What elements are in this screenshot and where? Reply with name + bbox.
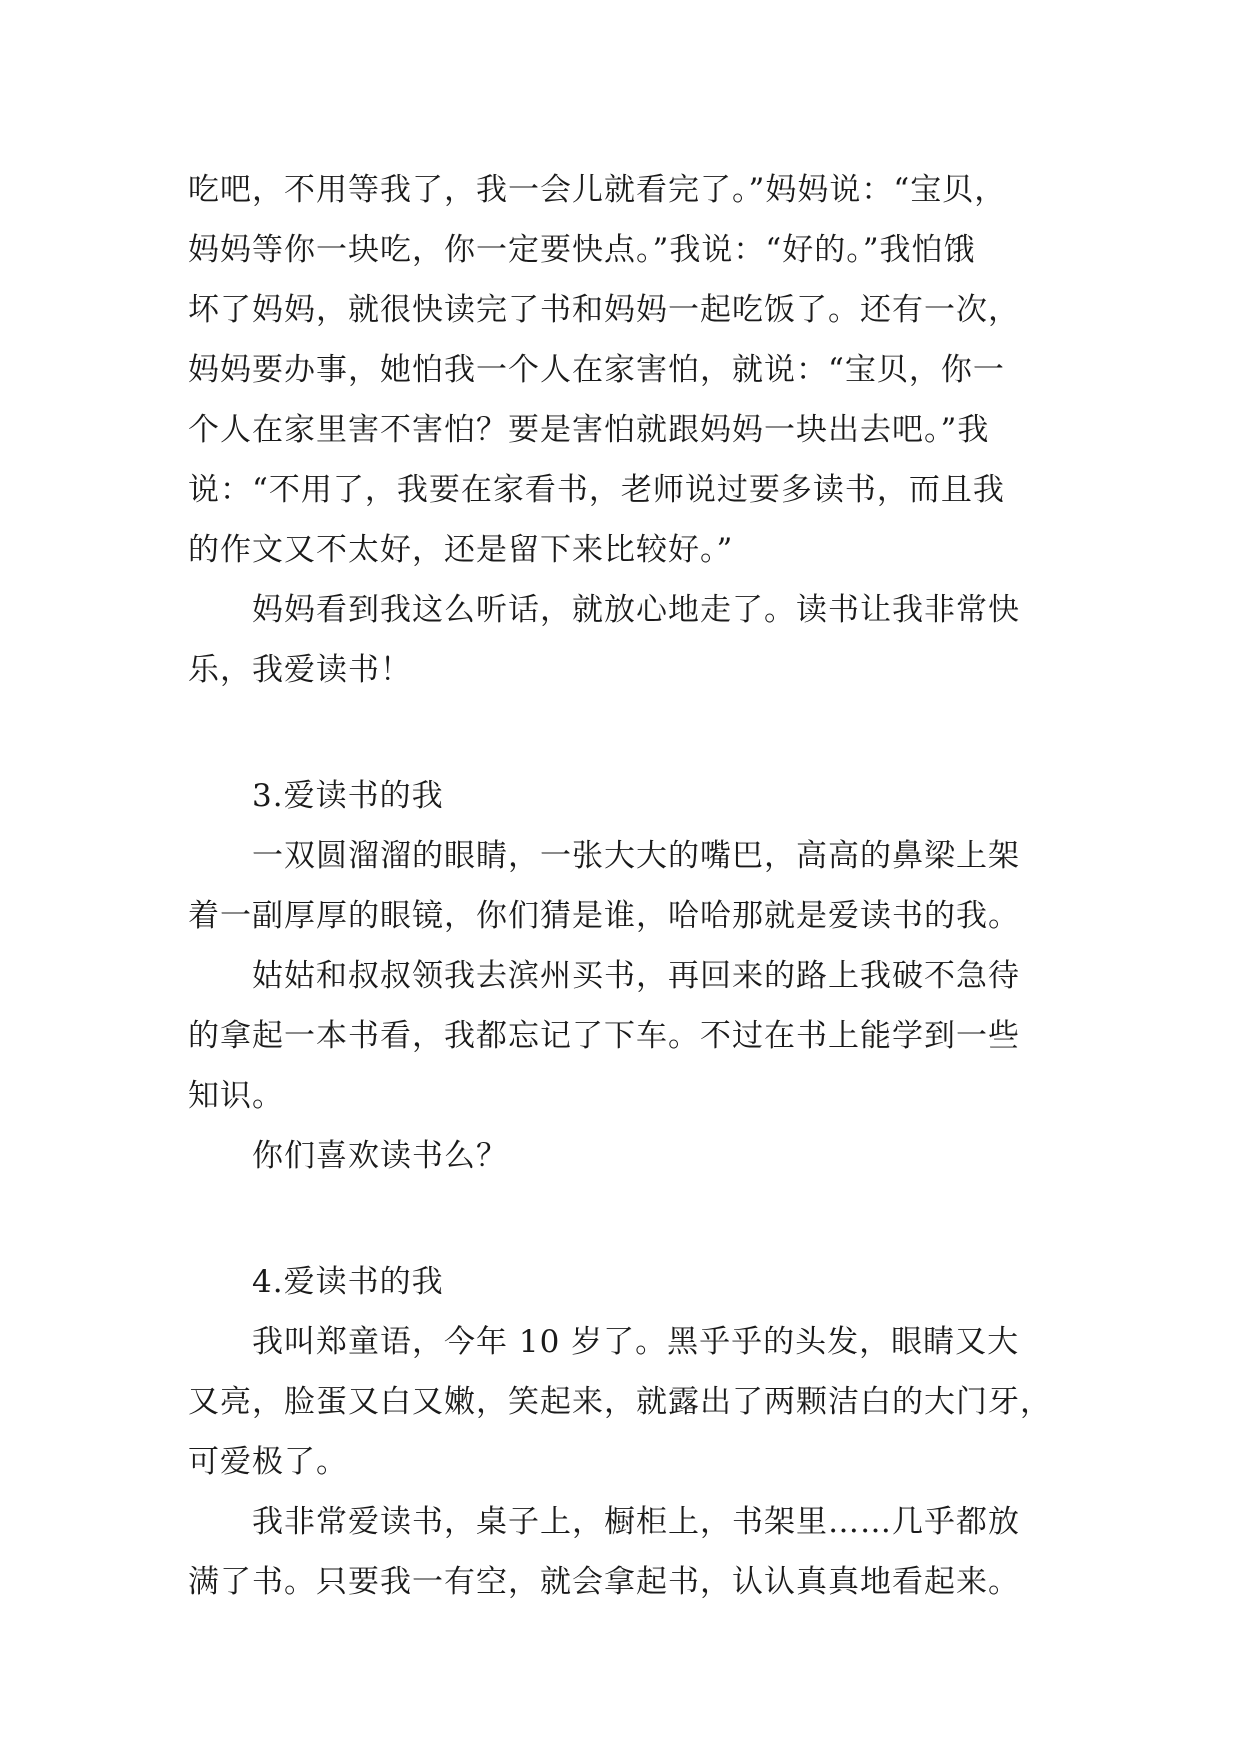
text-line: 一双圆溜溜的眼睛，一张大大的嘴巴，高高的鼻梁上架 [252, 838, 1020, 874]
text-line: 吃吧，不用等我了，我一会儿就看完了。”妈妈说：“宝贝， [188, 172, 1007, 208]
text-line: 妈妈要办事，她怕我一个人在家害怕，就说：“宝贝，你一 [188, 352, 1005, 388]
section-spacer [188, 1186, 1068, 1252]
text-line: 你们喜欢读书么？ [252, 1138, 508, 1174]
paragraph-continued [188, 160, 1068, 580]
paragraph [188, 580, 1068, 700]
section-title: 3.爱读书的我 [252, 778, 444, 814]
text-line: 坏了妈妈，就很快读完了书和妈妈一起吃饭了。还有一次， [188, 292, 1020, 328]
text-line: 乐，我爱读书！ [188, 652, 412, 688]
section-4 [188, 1252, 1068, 1612]
text-line: 我叫郑童语，今年 10 岁了。黑乎乎的头发，眼睛又大 [252, 1324, 1020, 1360]
text-line: 的作文又不太好，还是留下来比较好。” [188, 532, 734, 568]
section-3 [188, 766, 1068, 1186]
text-line: 我非常爱读书，桌子上，橱柜上，书架里……几乎都放 [252, 1504, 1020, 1540]
text-line: 妈妈等你一块吃，你一定要快点。”我说：“好的。”我怕饿 [188, 232, 976, 268]
text-line: 可爱极了。 [188, 1444, 348, 1480]
text-line: 的拿起一本书看，我都忘记了下车。不过在书上能学到一些 [188, 1018, 1020, 1054]
text-line: 知识。 [188, 1078, 284, 1114]
text-line: 又亮，脸蛋又白又嫩，笑起来，就露出了两颗洁白的大门牙， [188, 1384, 1052, 1420]
text-line: 姑姑和叔叔领我去滨州买书，再回来的路上我破不急待 [252, 958, 1020, 994]
text-line: 着一副厚厚的眼镜，你们猜是谁，哈哈那就是爱读书的我。 [188, 898, 1020, 934]
text-line: 妈妈看到我这么听话，就放心地走了。读书让我非常快 [252, 592, 1020, 628]
text-line: 个人在家里害不害怕？要是害怕就跟妈妈一块出去吧。”我 [188, 412, 990, 448]
document-page [188, 160, 1068, 1612]
text-line: 满了书。只要我一有空，就会拿起书，认认真真地看起来。 [188, 1564, 1020, 1600]
text-line: 说：“不用了，我要在家看书，老师说过要多读书，而且我 [188, 472, 1005, 508]
section-title: 4.爱读书的我 [252, 1264, 444, 1300]
section-spacer [188, 700, 1068, 766]
